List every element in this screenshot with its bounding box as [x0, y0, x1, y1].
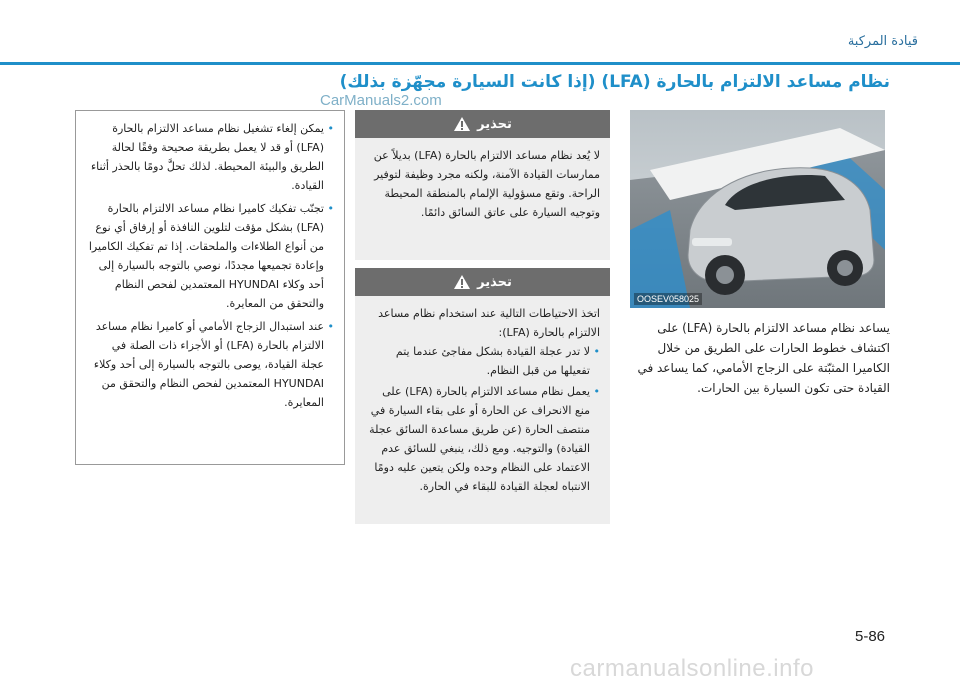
warning-list-2: [365, 342, 600, 496]
warning-item: • يعمل نظام مساعد الالتزام بالحارة (LFA) على منع الانحراف عن الحارة أو على بقاء السيارة في منتصف الحارة (عن طريق مساعدة السائق عجلة القيادة) والتوجيه. ومع ذلك، ينبغي للسائق عدم الاعتماد على النظام وحده ولكن يتعين عليه دومًا الانتباه لعجلة القيادة للبقاء في الحارة.: [365, 382, 600, 496]
warning-header-2: [355, 268, 610, 296]
photo-code: OOSEV058025: [634, 293, 702, 305]
description-text: يساعد نظام مساعد الالتزام بالحارة (LFA) على اكتشاف خطوط الحارات على الطريق من خلال الكاميرا المثبّتة على الزجاج الأمامي، كما يساعد في القيادة حتى تكون السيارة بين الحارات.: [637, 321, 890, 395]
warning-triangle-icon: [453, 274, 471, 290]
warning-intro-2: اتخذ الاحتياطات التالية عند استخدام نظام مساعد الالتزام بالحارة (LFA):: [378, 307, 600, 339]
info-item: • تجنّب تفكيك كاميرا نظام مساعد الالتزام بالحارة (LFA) بشكل مؤقت لتلوين النافذة أو إرفاق أي نوع من أنواع الطلاءات والملحقات. إذا تم تفكيك الكاميرا وإعادة تجميعها مجددًا، نوصي بالتوجه بالسيارة إلى أحد وكلاء HYUNDAI المعتمدين لفحص النظام والتحقق من المعايرة.: [86, 199, 334, 313]
info-list: [86, 119, 334, 412]
warning-header-1: [355, 110, 610, 138]
warning-box-2: [355, 268, 610, 524]
car-photo: [630, 110, 885, 308]
car-illustration: [630, 110, 885, 308]
page-title: نظام مساعد الالتزام بالحارة (LFA) (إذا كانت السيارة مجهّزة بذلك): [339, 72, 890, 92]
warning-heading-2: تحذير: [477, 274, 512, 290]
info-item: • يمكن إلغاء تشغيل نظام مساعد الالتزام بالحارة (LFA) أو قد لا يعمل بطريقة صحيحة وفقًا لحالة الطريق والبيئة المحيطة. لذلك تحلَّ دومًا بالحذر أثناء القيادة.: [86, 119, 334, 195]
section-title: قيادة المركبة: [847, 34, 918, 49]
warning-body-1: لا يُعد نظام مساعد الالتزام بالحارة (LFA) بديلاً عن ممارسات القيادة الآمنة، ولكنه مجرد وظيفة لتوفير الراحة. وتقع مسؤولية الإلمام بالمنطقة المحيطة وتوجيه السيارة على عاتق السائق دائمًا.: [373, 149, 600, 219]
warning-triangle-icon: [453, 116, 471, 132]
warning-body-2: [355, 296, 610, 508]
watermark-bottom: carmanualsonline.info: [570, 655, 814, 682]
warning-box-1: [355, 110, 610, 260]
warning-heading-1: تحذير: [477, 116, 512, 132]
warning-item: • لا تدر عجلة القيادة بشكل مفاجئ عندما يتم تفعيلها من قبل النظام.: [365, 342, 600, 380]
header-rule: [0, 62, 960, 65]
page-number: 5-86: [855, 628, 886, 645]
watermark-top: CarManuals2.com: [320, 92, 442, 109]
info-box: [75, 110, 345, 465]
info-item: • عند استبدال الزجاج الأمامي أو كاميرا نظام مساعد الالتزام بالحارة (LFA) أو الأجزاء ذات الصلة في عجلة القيادة، يوصى بالتوجه بالسيارة إلى أحد وكلاء HYUNDAI المعتمدين لفحص النظام والتحقق من المعايرة.: [86, 317, 334, 412]
